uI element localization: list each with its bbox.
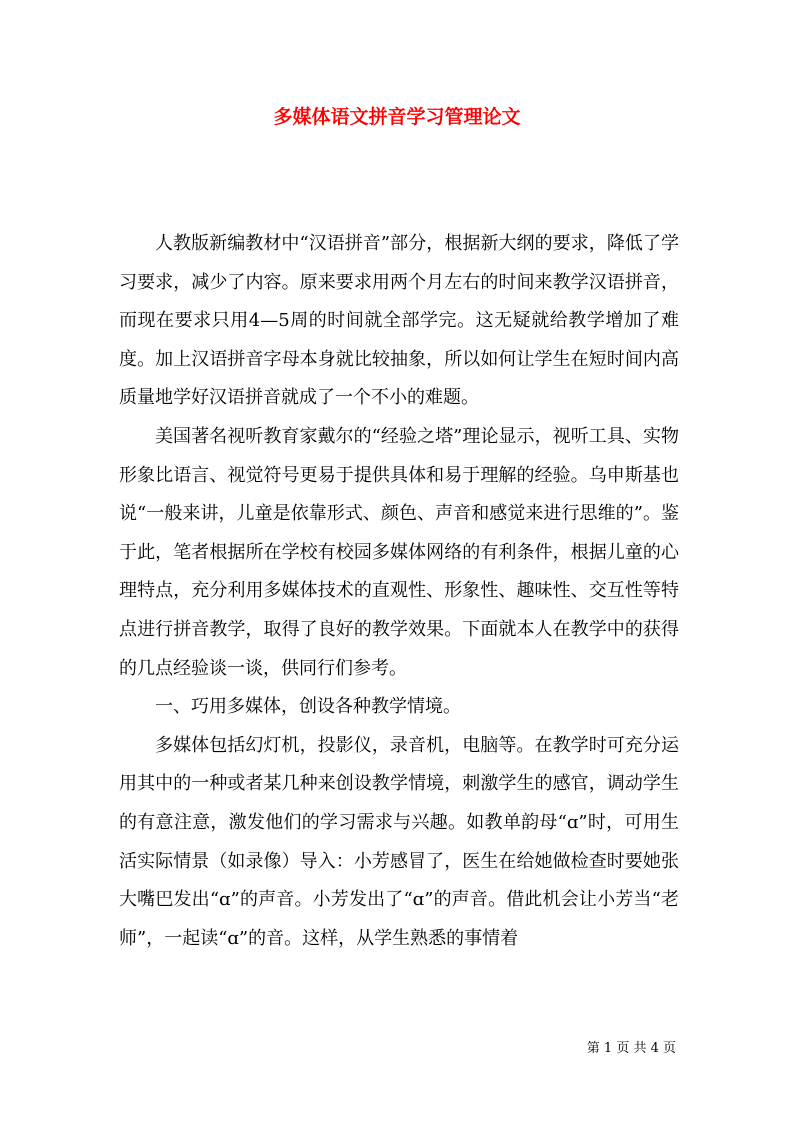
paragraph-intro: 人教版新编教材中“汉语拼音”部分，根据新大纲的要求，降低了学习要求，减少了内容。原来要求用两个月左右的时间来教学汉语拼音，而现在要求只用4—5周的时间就全部学完。这无疑就给教学增加了难度。加上汉语拼音字母本身就比较抽象，所以如何让学生在短时间内高质量地学好汉语拼音就成了一个不小的难题。 [119, 233, 679, 409]
paragraph-multimedia: 多媒体包括幻灯机，投影仪，录音机，电脑等。在教学时可充分运用其中的一种或者某几种来创设教学情境，刺激学生的感官，调动学生的有意注意，激发他们的学习需求与兴趣。如教单韵母“ɑ”时，可用生活实际情景（如录像）导入：小芳感冒了，医生在给她做检查时要她张大嘴巴发出“ɑ”的声音。小芳发出了“ɑ”的声音。借此机会让小芳当“老师”，一起读“ɑ”的音。这样，从学生熟悉的事情着 [119, 734, 679, 949]
document-body [119, 225, 679, 958]
section-heading-one: 一、巧用多媒体，创设各种教学情境。 [155, 696, 461, 718]
page-number-footer: 第 1 页 共 4 页 [586, 1041, 676, 1056]
document-title: 多媒体语文拼音学习管理论文 [273, 106, 521, 128]
paragraph-theory: 美国著名视听教育家戴尔的“经验之塔”理论显示，视听工具、实物形象比语言、视觉符号更易于提供具体和易于理解的经验。乌申斯基也说“一般来讲，儿童是依靠形式、颜色、声音和感觉来进行思维的”。鉴于此，笔者根据所在学校有校园多媒体网络的有利条件，根据儿童的心理特点，充分利用多媒体技术的直观性、形象性、趣味性、交互性等特点进行拼音教学，取得了良好的教学效果。下面就本人在教学中的获得的几点经验谈一谈，供同行们参考。 [119, 425, 679, 679]
